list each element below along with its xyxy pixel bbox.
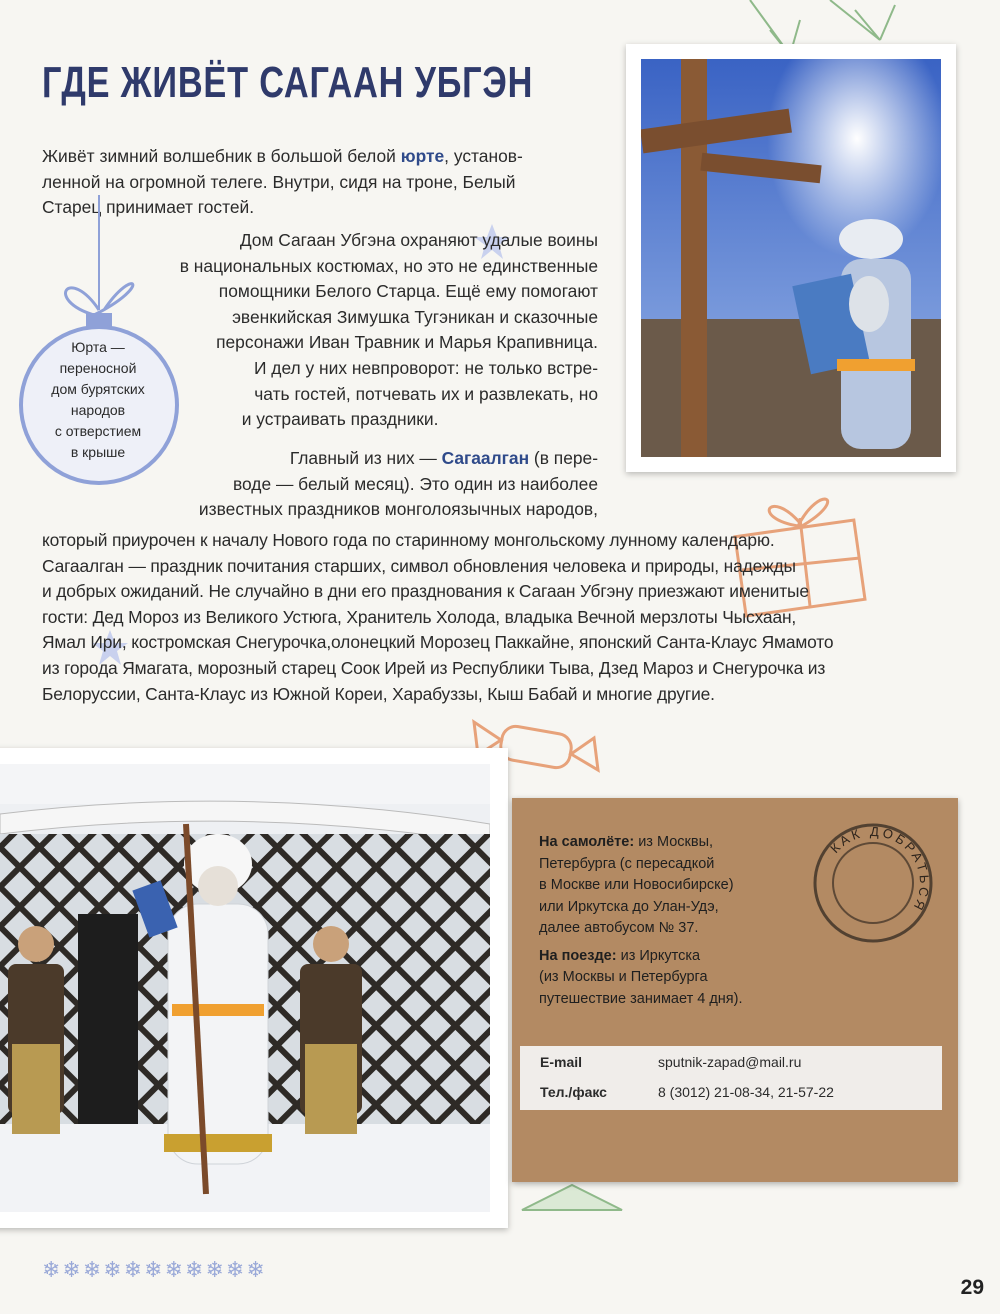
text-line: известных праздников монголоязычных народов, — [198, 499, 598, 520]
sagaalgan-paragraph — [199, 446, 598, 523]
phone-row — [540, 1084, 834, 1100]
text-line: Петербурга (с пересадкой — [539, 855, 715, 872]
text-line: Сагаалган — праздник почитания старших, символ обновления человека и природы, надежды — [42, 555, 796, 576]
how-to-get-there-envelope — [512, 798, 958, 1182]
tree-doodle — [512, 1180, 632, 1220]
page-title: ГДЕ ЖИВЁТ САГААН УБГЭН — [42, 58, 534, 107]
text-line: ленной на огромной телеге. Внутри, сидя на троне, Белый — [42, 171, 516, 192]
bauble-line: переносной — [59, 360, 137, 376]
text-line: помощники Белого Старца. Ещё ему помогают — [218, 281, 598, 302]
text-line — [199, 446, 598, 472]
text-line: в Москве или Новосибирске) — [539, 877, 734, 893]
travel-directions — [539, 832, 743, 1010]
text-line: гости: Дед Мороз из Великого Устюга, Хранитель Холода, владыка Вечной мерзлоты Чысхаан, — [42, 606, 797, 627]
text-fragment: (в пере- — [529, 448, 598, 468]
text-line: чать гостей, потчевать их и развлекать, но — [254, 383, 598, 404]
text-line: из города Ямагата, морозный старец Соок Ирей из Республики Тыва, Дзед Мароз и Снегурочка из — [42, 657, 826, 678]
text-line: и устраивать праздники. — [241, 409, 439, 430]
text-line: персонажи Иван Травник и Марья Крапивница. — [216, 332, 598, 353]
text-line — [539, 832, 743, 854]
photo-sagaan-ubgen-post — [626, 44, 956, 472]
text-fragment: из Москвы, — [634, 834, 714, 850]
page-number: 29 — [960, 1276, 984, 1299]
photo-image — [641, 59, 941, 457]
text-line: И дел у них невпроворот: не только встре- — [253, 357, 598, 378]
bauble-line: народов — [70, 402, 126, 418]
email-label: E-mail — [540, 1054, 583, 1070]
guards-paragraph — [180, 228, 598, 433]
text-line: который приурочен к началу Нового года по старинному монгольскому лунному календарю. — [42, 530, 775, 550]
text-fragment: из Иркутска — [616, 947, 701, 964]
bauble-line: дом бурятских — [51, 381, 145, 397]
text-line: Дом Сагаан Убгэна охраняют удалые воины — [239, 230, 598, 250]
phone-label: Тел./факс — [540, 1084, 607, 1100]
text-fragment: Живёт зимний волшебник в большой белой — [42, 146, 401, 166]
bauble-line: в крыше — [70, 444, 126, 460]
text-line: Старец принимает гостей. — [42, 197, 255, 218]
phone-value: 8 (3012) 21-08-34, 21-57-22 — [658, 1084, 834, 1100]
text-line — [42, 144, 523, 170]
photo-image — [0, 764, 490, 1212]
text-line: далее автобусом № 37. — [539, 920, 699, 936]
text-line: Белоруссии, Санта-Клаус из Южной Кореи, Харабуззы, Кыш Бабай и многие другие. — [42, 683, 715, 704]
text-line — [539, 946, 743, 968]
text-line: (из Москвы и Петербурга — [539, 969, 708, 985]
highlight-yurt: юрте — [400, 146, 445, 166]
text-line: эвенкийская Зимушка Тугэникан и сказочные — [232, 306, 598, 327]
snowflake-border: ❄❄❄❄❄❄❄❄❄❄❄ — [42, 1258, 267, 1283]
text-line: путешествие занимает 4 дня). — [539, 990, 743, 1007]
text-line: воде — белый месяц). Это один из наиболее — [232, 473, 598, 494]
text-line: или Иркутска до Улан-Удэ, — [539, 898, 719, 915]
bauble-caption — [18, 337, 178, 463]
bauble-line: Юрта — — [71, 339, 125, 355]
text-fragment: , установ- — [444, 146, 523, 166]
bauble-line: с отверстием — [54, 423, 142, 439]
text-line: и добрых ожиданий. Не случайно в дни его празднования к Сагаан Убгэну приезжают именитые — [42, 581, 809, 602]
email-value[interactable]: sputnik-zapad@mail.ru — [658, 1054, 802, 1070]
contacts-panel — [520, 1046, 942, 1110]
email-row — [540, 1054, 801, 1070]
text-line: в национальных костюмах, но это не единственные — [179, 255, 598, 276]
postal-stamp — [808, 818, 938, 948]
plane-label: На самолёте: — [539, 834, 635, 850]
stamp-text: КАК ДОБРАТЬСЯ — [827, 823, 933, 916]
highlight-sagaalgan: Сагаалган — [441, 448, 530, 468]
photo-yurt-guards — [0, 748, 508, 1228]
train-label: На поезде: — [539, 947, 617, 964]
text-line: Ямал Ири, костромская Снегурочка,олонецкий Морозец Паккайне, японский Санта-Клаус Ямамото — [42, 632, 834, 653]
guests-paragraph — [42, 528, 833, 707]
text-fragment: Главный из них — — [289, 448, 442, 468]
